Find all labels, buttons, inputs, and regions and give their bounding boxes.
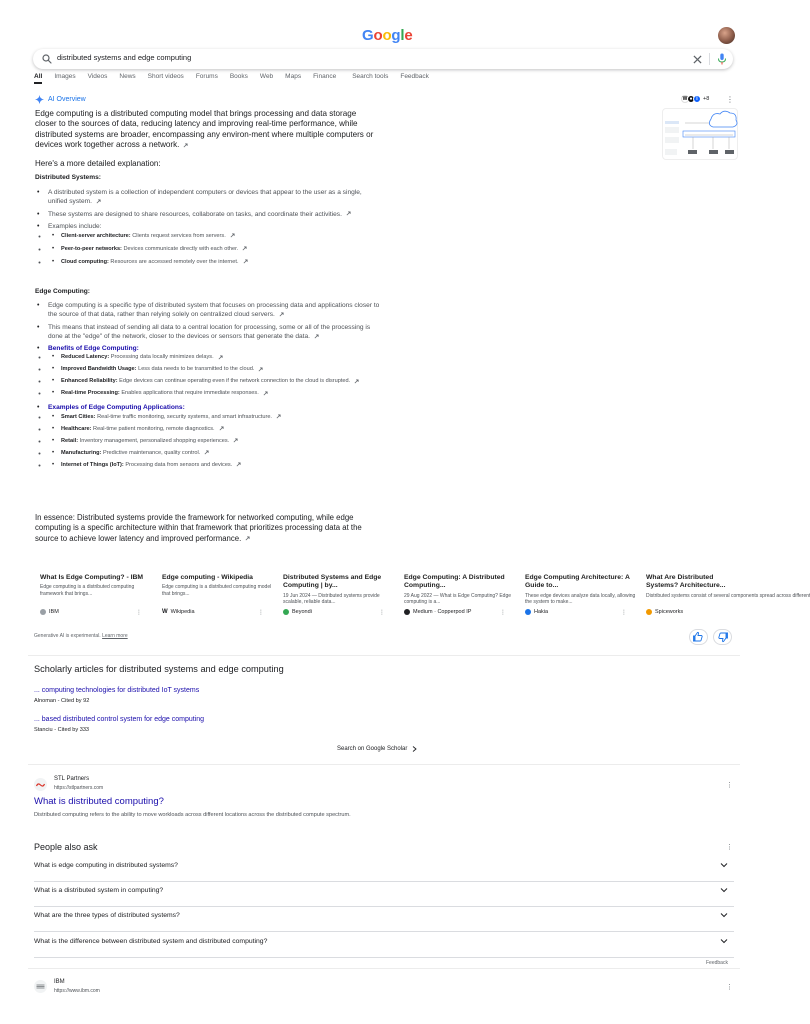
search-scholar-label: Search on Google Scholar (337, 746, 408, 752)
scholar-article-meta: Alnoman - Cited by 92 (34, 698, 90, 704)
result-snippet: Distributed computing refers to the ability to move workloads across different locations across the distributed compute spectrum. (34, 812, 351, 818)
ai-overview-essence (35, 513, 375, 544)
thumbs-up-button[interactable] (689, 629, 708, 645)
logo-letter: o (373, 27, 383, 44)
source-card[interactable] (40, 574, 151, 619)
more-options-icon[interactable]: ⋮ (258, 610, 264, 616)
card-title: What Are Distributed Systems? Architecture... (646, 574, 726, 590)
item-label: Cloud computing: (61, 259, 109, 266)
list-item (35, 344, 380, 397)
link-icon[interactable] (219, 426, 224, 431)
list-item (35, 188, 380, 207)
item-label: Healthcare: (61, 425, 92, 432)
bullet-text: Benefits of Edge Computing: (48, 345, 139, 353)
distributed-systems-list (35, 188, 380, 266)
card-title: What Is Edge Computing? - IBM (40, 574, 144, 581)
link-icon[interactable] (245, 536, 250, 541)
card-source-name: Hakia (534, 609, 549, 615)
ai-overview-intro: Edge computing is a distributed computing model that brings processing and data storage closer to the sources of data, reducing latency and improving real-time performance, while distributed systems are broader, encompassing any environ-ment where multiple computers or devices work together across a network. (35, 109, 374, 150)
ibm-favicon-icon (40, 609, 46, 615)
card-source-name: Beyondi (292, 609, 312, 615)
tab-forums[interactable]: Forums (195, 73, 218, 80)
paa-question-text: What is edge computing in distributed systems? (34, 862, 178, 869)
more-options-icon[interactable]: ⋮ (621, 610, 627, 616)
logo-letter: o (382, 27, 392, 44)
card-source-name: Medium · Copperpod IP (413, 609, 472, 615)
link-icon[interactable] (279, 312, 284, 317)
item-label: Reduced Latency: (61, 354, 110, 361)
link-icon[interactable] (218, 355, 223, 360)
item-label: Real-time Processing: (61, 390, 120, 397)
list-item (48, 232, 380, 240)
card-source (646, 609, 683, 615)
medium-favicon-icon (404, 609, 410, 615)
card-snippet: 19 Jun 2024 — Distributed systems provide scalable, reliable data... (283, 592, 380, 605)
tab-search-tools[interactable]: Search tools (352, 73, 389, 80)
item-text: Less data needs to be transmitted to the cloud. (136, 366, 255, 373)
link-icon[interactable] (263, 391, 268, 396)
item-text: Processing data from sensors and devices. (123, 461, 233, 468)
distributed-systems-heading: Distributed Systems: (35, 174, 101, 181)
more-options-icon[interactable]: ⋮ (726, 782, 733, 789)
thumbs-down-button[interactable] (713, 629, 732, 645)
edge-computing-heading: Edge Computing: (35, 288, 90, 295)
more-options-icon[interactable]: ⋮ (726, 984, 733, 991)
link-icon[interactable] (314, 334, 319, 339)
scholar-article-link[interactable]: ... based distributed control system for edge computing (34, 716, 205, 723)
item-label: Internet of Things (IoT): (61, 461, 124, 468)
sub-list (48, 232, 380, 266)
tab-all[interactable]: All (34, 73, 43, 80)
more-options-icon[interactable]: ⋮ (726, 95, 734, 104)
overview-diagram-thumbnail[interactable] (662, 108, 738, 160)
section-divider (28, 968, 740, 969)
search-scholar-link[interactable] (337, 746, 417, 752)
section-divider (28, 655, 740, 656)
tab-videos[interactable]: Videos (87, 73, 108, 80)
tab-finance[interactable]: Finance (313, 73, 337, 80)
google-logo[interactable] (362, 27, 413, 44)
bullet-text: Examples of Edge Computing Applications: (48, 404, 185, 412)
paa-heading: People also ask (34, 842, 98, 852)
clear-icon[interactable] (693, 55, 702, 64)
list-item (48, 258, 380, 266)
result-site-name: IBM (54, 979, 65, 985)
item-text: Clients request services from servers. (130, 233, 226, 240)
stl-favicon-icon (34, 778, 47, 791)
genai-disclaimer (34, 633, 128, 639)
search-tabs (34, 73, 441, 80)
source-avatars[interactable] (683, 95, 709, 103)
learn-more-link[interactable]: Learn more (102, 633, 128, 639)
link-icon[interactable] (242, 246, 247, 251)
bullet-text: Examples include: (48, 222, 102, 230)
paa-feedback-link[interactable]: Feedback (706, 960, 728, 966)
card-title: Edge Computing Architecture: A Guide to... (525, 574, 630, 590)
thumbs-up-icon (690, 630, 707, 644)
result-title-link[interactable]: What is distributed computing? (34, 796, 164, 807)
chevron-right-icon (412, 746, 417, 752)
paa-question-text: What are the three types of distributed systems? (34, 912, 180, 919)
bullet-text: Edge computing is a specific type of distributed system that focuses on processing data and applications closer to the source of that data, rather than relying solely on centralized cloud servers. (48, 302, 380, 319)
list-item (48, 365, 380, 373)
source-card[interactable] (162, 574, 273, 619)
ibm-avatar-icon: i (693, 95, 701, 103)
item-label: Retail: (61, 437, 79, 444)
card-title: Edge Computing: A Distributed Computing... (404, 574, 505, 590)
link-icon[interactable] (276, 414, 281, 419)
sparkle-icon (35, 95, 44, 104)
beyondi-favicon-icon (283, 609, 289, 615)
list-item (35, 301, 380, 320)
wikipedia-avatar-icon: W (682, 96, 688, 102)
paa-question[interactable] (34, 933, 734, 958)
tab-news[interactable]: News (119, 73, 136, 80)
result-url[interactable]: https://stlpartners.com (54, 785, 104, 791)
card-title: Distributed Systems and Edge Computing | by... (283, 574, 382, 590)
tab-feedback[interactable]: Feedback (400, 73, 429, 80)
item-label: Smart Cities: (61, 413, 96, 420)
list-item (35, 210, 380, 219)
list-item (48, 425, 380, 433)
ai-overview-label: AI Overview (48, 96, 86, 103)
list-item (48, 449, 380, 457)
diagram-image (663, 109, 739, 161)
chevron-down-icon (720, 861, 728, 869)
source-card[interactable] (525, 574, 636, 619)
explanation-heading: Here's a more detailed explanation: (35, 159, 161, 168)
link-icon[interactable] (204, 450, 209, 455)
list-item (48, 413, 380, 421)
section-divider (28, 764, 740, 765)
paa-question[interactable] (34, 907, 734, 932)
list-item (35, 403, 380, 468)
card-snippet: Distributed systems consist of several components spread across different (646, 592, 810, 599)
card-source-name: IBM (49, 609, 59, 615)
source-card[interactable] (646, 574, 810, 619)
ai-overview-header (35, 95, 86, 104)
tab-maps[interactable]: Maps (285, 73, 302, 80)
essence-text: In essence: Distributed systems provide the framework for networked computing, while edge computing is a specific architecture within that framework that prioritizes processing data at the source to achieve lower latency and improved performance. (35, 513, 362, 543)
link-icon[interactable] (346, 211, 351, 216)
list-item (48, 353, 380, 361)
search-icon (41, 53, 53, 65)
item-label: Manufacturing: (61, 449, 102, 456)
item-text: Devices communicate directly with each other. (121, 246, 239, 253)
card-source-name: Wikipedia (170, 609, 195, 615)
disclaimer-text: Generative AI is experimental. (34, 633, 101, 639)
list-item (48, 377, 380, 385)
tab-web[interactable]: Web (259, 73, 274, 80)
result-url[interactable]: https://www.ibm.com (54, 988, 100, 994)
account-avatar[interactable] (718, 27, 735, 44)
thumbs-down-icon (714, 630, 731, 644)
item-label: Improved Bandwidth Usage: (61, 366, 137, 373)
paa-question[interactable] (34, 857, 734, 882)
more-options-icon[interactable]: ⋮ (500, 610, 506, 616)
logo-letter: g (391, 27, 401, 44)
list-item (48, 437, 380, 445)
more-options-icon[interactable]: ⋮ (136, 610, 142, 616)
ai-overview-summary (35, 109, 375, 151)
more-options-icon[interactable]: ⋮ (379, 610, 385, 616)
chevron-down-icon (720, 937, 728, 945)
card-source-name: Spiceworks (655, 609, 684, 615)
tab-books[interactable]: Books (229, 73, 248, 80)
mic-icon[interactable] (717, 53, 727, 65)
spiceworks-favicon-icon (646, 609, 652, 615)
card-source (162, 609, 195, 615)
item-text: Edge devices can continue operating even if the network connection to the cloud is disrupted. (117, 378, 351, 385)
scholar-heading: Scholarly articles for distributed systems and edge computing (34, 664, 284, 674)
item-text: Processing data locally minimizes delays. (109, 354, 214, 361)
chevron-down-icon (720, 886, 728, 894)
tab-short-videos[interactable]: Short videos (147, 73, 184, 80)
list-item (48, 245, 380, 253)
link-icon[interactable] (233, 438, 238, 443)
hakia-favicon-icon (525, 609, 531, 615)
list-item (48, 461, 380, 469)
bullet-text: This means that instead of sending all data to a central location for processing, some or all of the processing is done at the "edge" of the network, closer to the devices or sensors that generate the data. (48, 323, 371, 340)
search-bar[interactable] (33, 49, 733, 69)
bullet-text: A distributed system is a collection of independent computers or devices that appear to the user as a single, unified system. (48, 189, 362, 206)
item-label: Peer-to-peer networks: (61, 246, 122, 253)
item-label: Client-server architecture: (61, 233, 131, 240)
card-source (283, 609, 312, 615)
scholar-article-meta: Stanciu - Cited by 333 (34, 727, 90, 733)
link-icon[interactable] (354, 379, 359, 384)
card-source (404, 609, 471, 615)
card-snippet: These edge devices analyze data locally, allowing the system to make... (525, 592, 636, 605)
item-text: Resources are accessed remotely over the internet. (108, 259, 239, 266)
logo-letter: e (404, 27, 413, 44)
bullet-text: These systems are designed to share resources, collaborate on tasks, and coordinate their activities. (48, 210, 342, 218)
search-input[interactable]: distributed systems and edge computing (57, 53, 192, 62)
card-snippet: 29 Aug 2022 — What is Edge Computing? Edge computing is a... (404, 592, 512, 605)
source-card[interactable] (283, 574, 394, 619)
ibm-favicon-icon (34, 980, 47, 993)
link-icon[interactable] (236, 462, 241, 467)
card-snippet: Edge computing is a distributed computing model that brings... (162, 584, 272, 597)
sources-more-count: +8 (703, 96, 710, 102)
card-snippet: Edge computing is a distributed computing framework that brings... (40, 584, 135, 597)
logo-letter: G (362, 27, 374, 44)
card-source (40, 609, 59, 615)
logo-letter: l (400, 27, 405, 44)
list-item (35, 222, 380, 266)
link-icon[interactable] (183, 143, 188, 148)
paa-question[interactable] (34, 882, 734, 907)
item-text: Real-time patient monitoring, remote diagnostics. (91, 425, 215, 432)
card-source (525, 609, 548, 615)
result-site-name: STL Partners (54, 776, 90, 782)
link-icon[interactable] (243, 259, 248, 264)
sub-list (48, 413, 380, 469)
list-item (48, 389, 380, 397)
search-divider (709, 53, 710, 65)
chevron-down-icon (720, 911, 728, 919)
more-options-icon[interactable]: ⋮ (726, 844, 733, 851)
link-icon[interactable] (230, 233, 235, 238)
item-text: Inventory management, personalized shopping experiences. (78, 437, 230, 444)
paa-question-text: What is a distributed system in computing? (34, 887, 164, 894)
paa-question-text: What is the difference between distributed system and distributed computing? (34, 938, 268, 945)
item-text: Enables applications that require immediate responses. (119, 390, 259, 397)
tab-images[interactable]: Images (54, 73, 76, 80)
item-text: Real-time traffic monitoring, security systems, and smart infrastructure. (95, 413, 272, 420)
item-label: Enhanced Reliability: (61, 378, 118, 385)
edge-computing-list (35, 301, 380, 469)
source-card[interactable] (404, 574, 515, 619)
list-item (35, 323, 380, 342)
link-icon[interactable] (96, 199, 101, 204)
sub-list (48, 353, 380, 397)
scholar-article-link[interactable]: ... computing technologies for distributed IoT systems (34, 687, 200, 694)
wikipedia-favicon-icon: W (162, 609, 168, 615)
card-title: Edge computing - Wikipedia (162, 574, 253, 581)
link-icon[interactable] (258, 367, 263, 372)
medium-avatar-icon: ● (687, 95, 695, 103)
item-text: Predictive maintenance, quality control. (101, 449, 201, 456)
